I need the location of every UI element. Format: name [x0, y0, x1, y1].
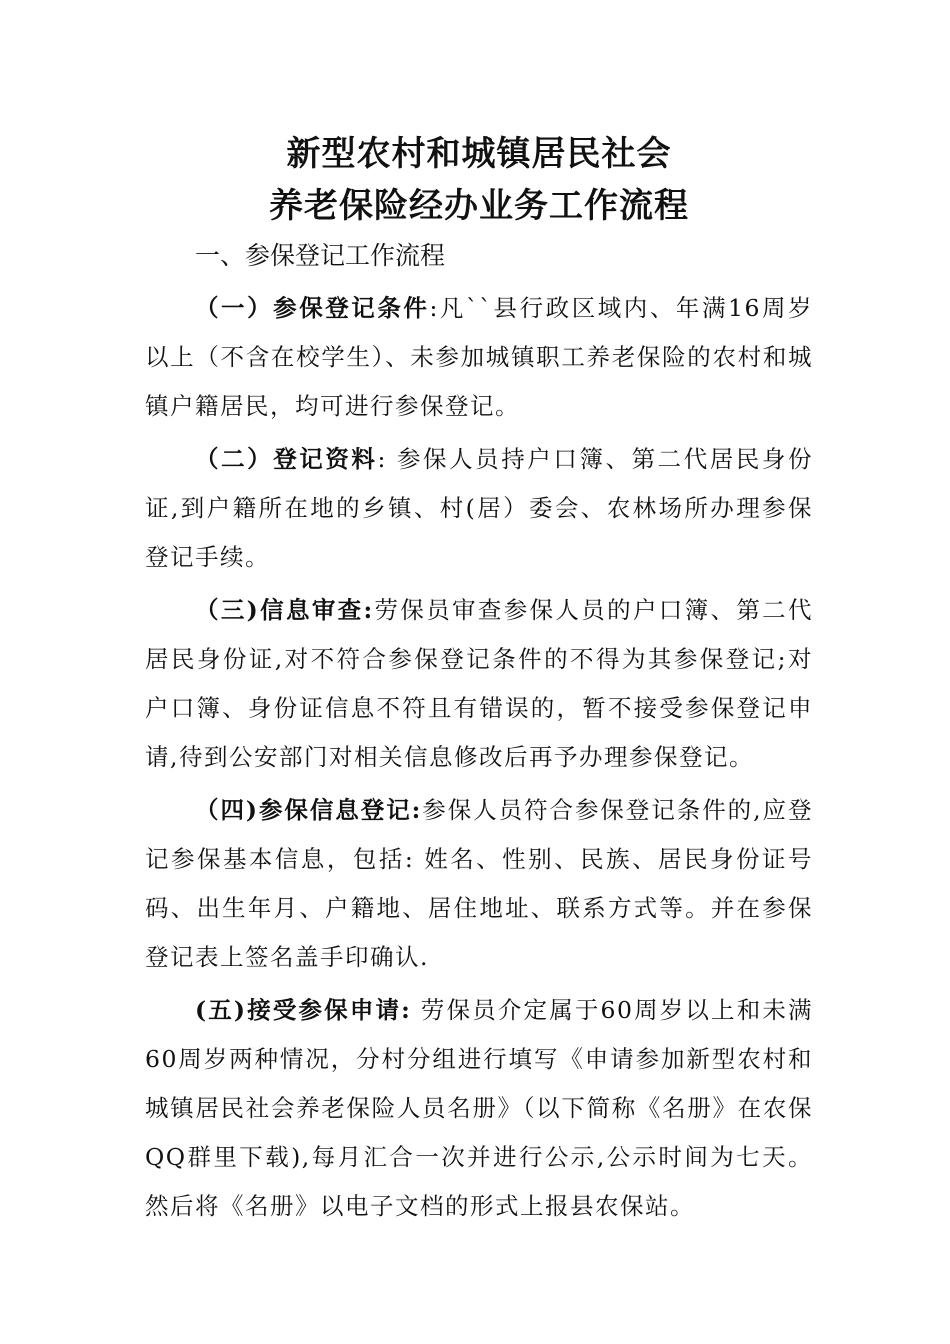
section-heading: 一、参保登记工作流程: [195, 241, 446, 270]
paragraph-text: 劳保员审查参保人员的户口簿、第二代居民身份证,对不符合参保登记条件的不得为其参保登记;对户口簿、身份证信息不符且有错误的，暂不接受参保登记申请,待到公安部门对相关信息修改后再予办理参保登记。: [145, 596, 813, 771]
paragraph-label: （一）参保登记条件: [195, 294, 430, 322]
document-title-line-2: 养老保险经办业务工作流程: [269, 186, 689, 226]
paragraph-text: 劳保员介定属于60周岁以上和未满60周岁两种情况，分村分组进行填写《申请参加新型农村和城镇居民社会养老保险人员名册》（以下简称《名册》在农保QQ群里下载),每月汇合一次并进行公示,公示时间为七天。然后将《名册》以电子文档的形式上报县农保站。: [145, 996, 813, 1220]
paragraph-registration-materials: [145, 435, 813, 582]
paragraph-label: （四)参保信息登记:: [195, 796, 422, 824]
paragraph-label: （三)信息审查:: [195, 596, 374, 624]
paragraph-label: （二）登记资料: [195, 445, 378, 473]
paragraph-information-review: [145, 586, 813, 782]
paragraph-accept-application: [145, 986, 813, 1231]
paragraph-text: 参保人员符合参保登记条件的,应登记参保基本信息，包括: 姓名、性别、民族、居民身份证号码、出生年月、户籍地、居住地址、联系方式等。并在参保登记表上签名盖手印确认.: [145, 796, 813, 971]
document-title-line-1: 新型农村和城镇居民社会: [286, 134, 672, 174]
paragraph-text: : 参保人员持户口簿、第二代居民身份证,到户籍所在地的乡镇、村(居）委会、农林场所办理参保登记手续。: [145, 445, 814, 571]
paragraph-information-registration: [145, 786, 813, 982]
paragraph-registration-conditions: [145, 284, 813, 431]
paragraph-label: (五)接受参保申请:: [195, 996, 412, 1024]
paragraph-text: :凡``县行政区域内、年满16周岁以上（不含在校学生）、未参加城镇职工养老保险的农村和城镇户籍居民，均可进行参保登记。: [145, 294, 814, 420]
document-page: [145, 0, 813, 1235]
